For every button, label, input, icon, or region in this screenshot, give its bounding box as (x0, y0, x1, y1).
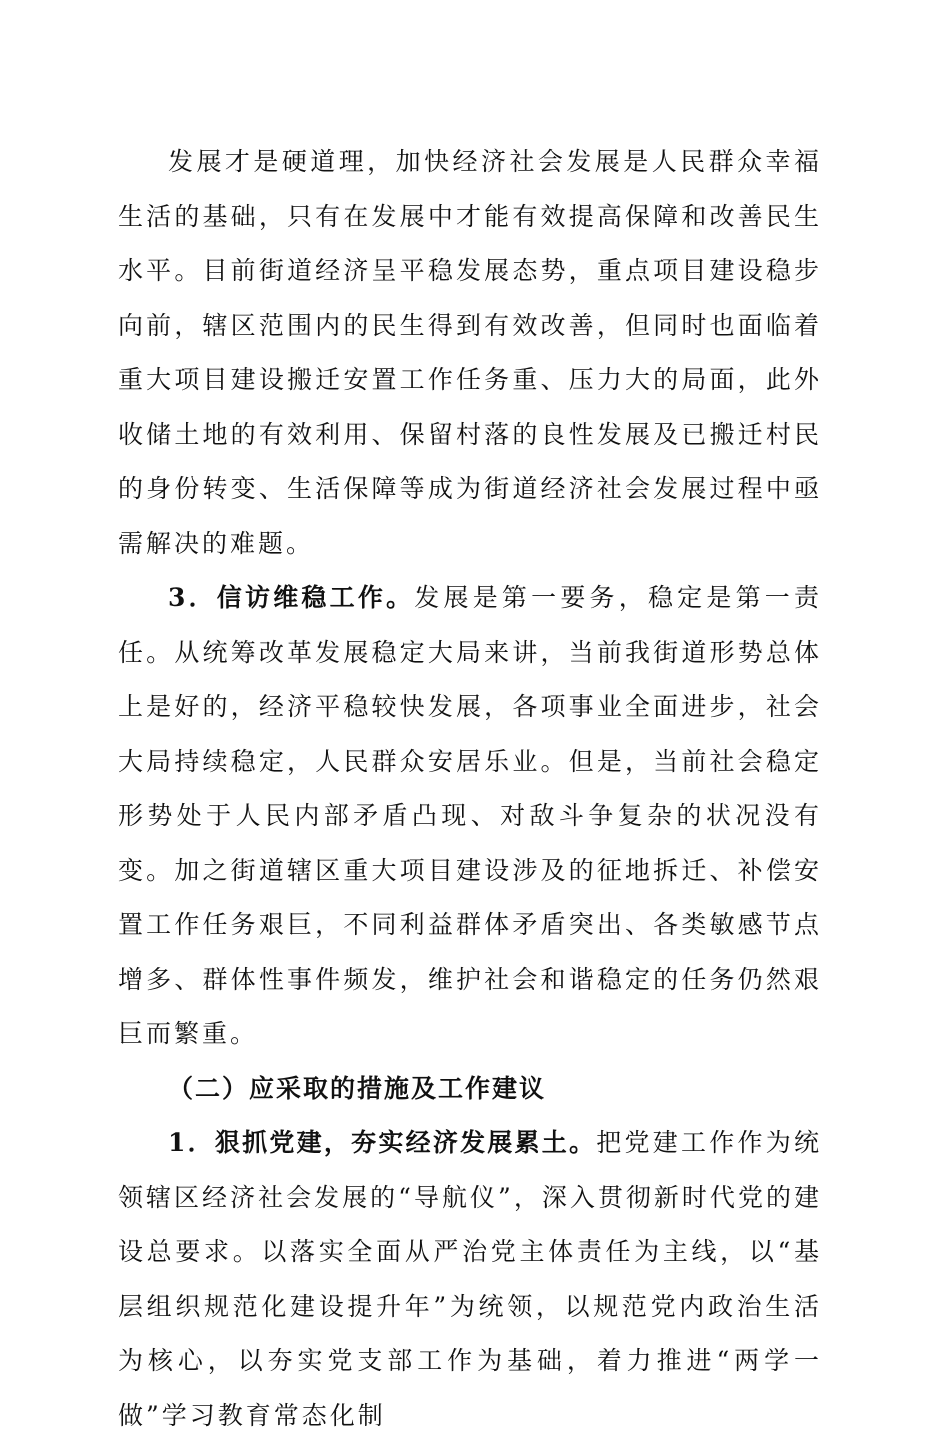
paragraph-title: 3．信访维稳工作。 (168, 583, 415, 612)
paragraph-text: 把党建工作作为统领辖区经济社会发展的“导航仪”，深入贯彻新时代党的建设总要求。以落实全面从严治党主体责任为主线，以“基层组织规范化建设提升年”为统领，以规范党内政治生活为核心，以夯实党支部工作为基础，着力推进“两学一做”学习教育常态化制 (118, 1128, 822, 1430)
document-body (118, 135, 822, 1443)
paragraph-text: 发展是第一要务，稳定是第一责任。从统筹改革发展稳定大局来讲，当前我街道形势总体上是好的，经济平稳较快发展，各项事业全面进步，社会大局持续稳定，人民群众安居乐业。但是，当前社会稳定形势处于人民内部矛盾凸现、对敌斗争复杂的状况没有变。加之街道辖区重大项目建设涉及的征地拆迁、补偿安置工作任务艰巨，不同利益群体矛盾突出、各类敏感节点增多、群体性事件频发，维护社会和谐稳定的任务仍然艰巨而繁重。 (118, 583, 822, 1048)
paragraph-party-building (118, 1116, 822, 1443)
section-heading: （二）应采取的措施及工作建议 (168, 1073, 547, 1103)
paragraph-economic-development (118, 135, 822, 571)
paragraph-petition-stability (118, 571, 822, 1062)
paragraph-title: 1．狠抓党建，夯实经济发展累土。 (168, 1128, 597, 1157)
paragraph-text: 发展才是硬道理，加快经济社会发展是人民群众幸福生活的基础，只有在发展中才能有效提高保障和改善民生水平。目前街道经济呈平稳发展态势，重点项目建设稳步向前，辖区范围内的民生得到有效改善，但同时也面临着重大项目建设搬迁安置工作任务重、压力大的局面，此外收储土地的有效利用、保留村落的良性发展及已搬迁村民的身份转变、生活保障等成为街道经济社会发展过程中亟需解决的难题。 (118, 147, 822, 558)
